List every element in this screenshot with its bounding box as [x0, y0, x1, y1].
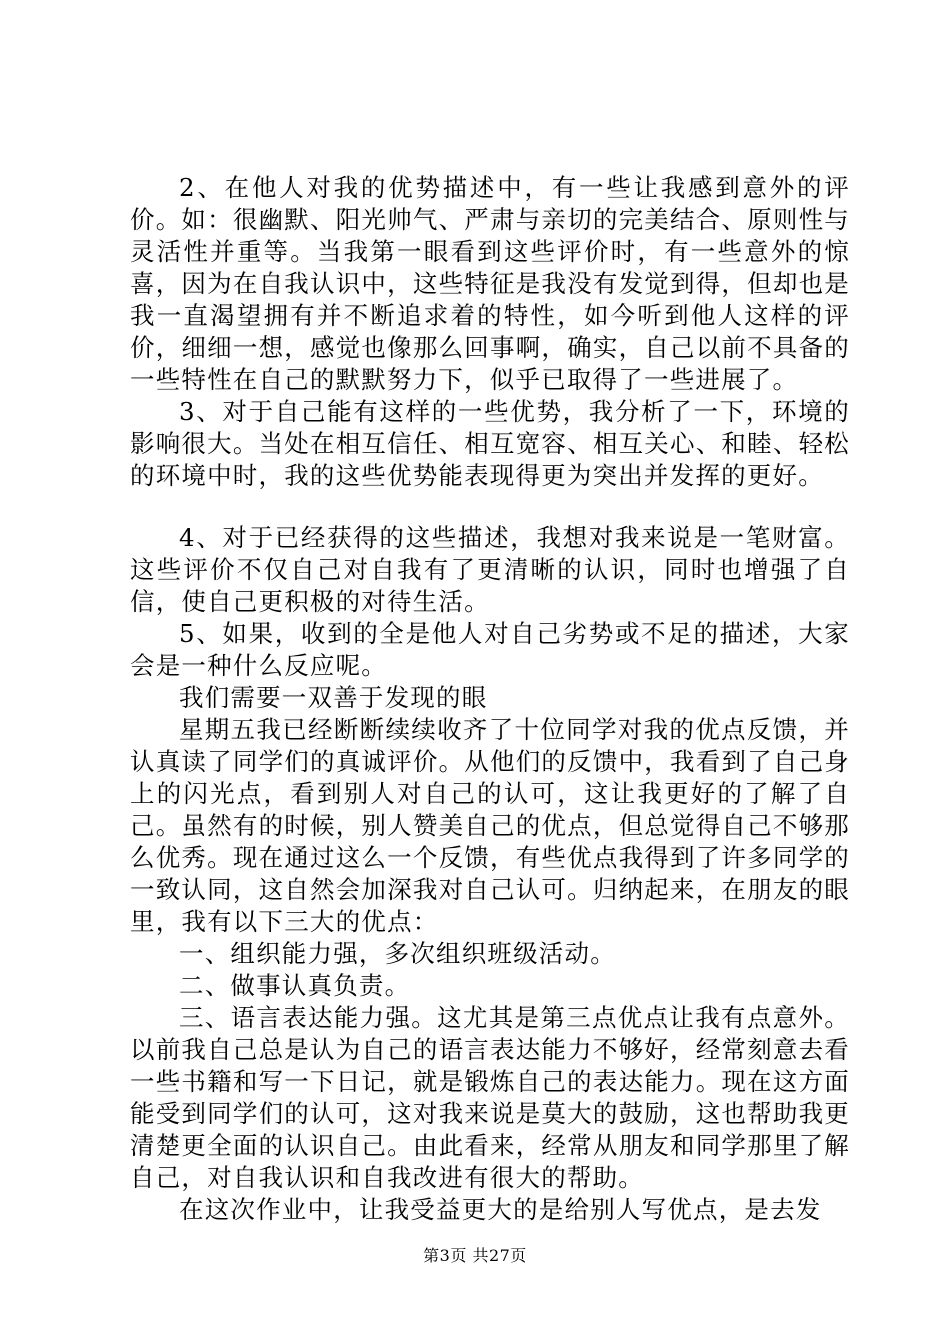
paragraph-4: 4、对于已经获得的这些描述，我想对我来说是一笔财富。这些评价不仅自己对自我有了更清晰的认识，同时也增强了自信，使自己更积极的对待生活。: [130, 523, 850, 616]
list-item-1: 一、组织能力强，多次组织班级活动。: [179, 939, 616, 968]
page-footer: 第3页 共27页: [423, 1246, 527, 1265]
list-item-2: 二、做事认真负责。: [179, 971, 411, 1000]
paragraph-spacer: [130, 492, 850, 522]
section-heading: 我们需要一双善于发现的眼: [179, 683, 488, 712]
list-item-3: 三、语言表达能力强。这尤其是第三点优点让我有点意外。以前我自己总是认为自己的语言表达能力不够好，经常刻意去看一些书籍和写一下日记，就是锻炼自己的表达能力。现在这方面能受到同学们的认可，这对我来说是莫大的鼓励，这也帮助我更清楚更全面的认识自己。由此看来，经常从朋友和同学那里了解自己，对自我认识和自我改进有很大的帮助。: [130, 1003, 850, 1192]
paragraph-2: 2、在他人对我的优势描述中，有一些让我感到意外的评价。如：很幽默、阳光帅气、严肃与亲切的完美结合、原则性与灵活性并重等。当我第一眼看到这些评价时，有一些意外的惊喜，因为在自我认识中，这些特征是我没有发觉到得，但却也是我一直渴望拥有并不断追求着的特性，如今听到他人这样的评价，细细一想，感觉也像那么回事啊，确实，自己以前不具备的一些特性在自己的默默努力下，似乎已取得了一些进展了。: [130, 173, 850, 394]
paragraph-3: 3、对于自己能有这样的一些优势，我分析了一下，环境的影响很大。当处在相互信任、相互宽容、相互关心、和睦、轻松的环境中时，我的这些优势能表现得更为突出并发挥的更好。: [130, 397, 850, 490]
document-body: [130, 172, 850, 1226]
paragraph-feedback: 星期五我已经断断续续收齐了十位同学对我的优点反馈，并认真读了同学们的真诚评价。从他们的反馈中，我看到了自己身上的闪光点，看到别人对自己的认可，这让我更好的了解了自己。虽然有的时候，别人赞美自己的优点，但总觉得自己不够那么优秀。现在通过这么一个反馈，有些优点我得到了许多同学的一致认同，这自然会加深我对自己认可。归纳起来，在朋友的眼里，我有以下三大的优点：: [130, 715, 850, 936]
paragraph-5: 5、如果，收到的全是他人对自己劣势或不足的描述，大家会是一种什么反应呢。: [130, 619, 850, 680]
paragraph-last: 在这次作业中，让我受益更大的是给别人写优点，是去发: [179, 1195, 822, 1224]
